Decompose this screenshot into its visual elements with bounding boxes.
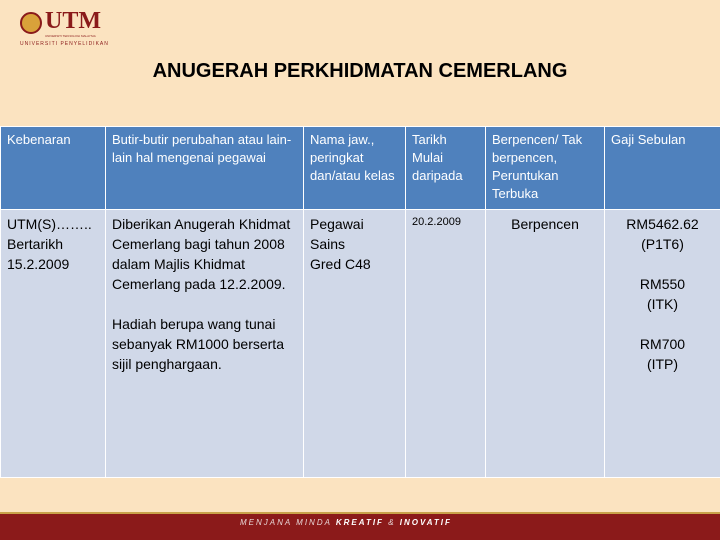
- header-gaji: Gaji Sebulan: [605, 127, 720, 210]
- gaji-line: RM550: [639, 276, 686, 292]
- footer-bar: [0, 512, 720, 540]
- logo-name: UTM: [45, 8, 101, 34]
- footer-slogan: [240, 518, 452, 527]
- kebenaran-line: UTM(S)……..: [7, 216, 92, 232]
- header-berpencen: Berpencen/ Tak berpencen, Peruntukan Terbuka: [486, 127, 605, 210]
- slogan-part: MENJANA MINDA: [240, 518, 332, 527]
- butir-paragraph: Hadiah berupa wang tunai sebanyak RM1000 berserta sijil penghargaan.: [112, 316, 284, 372]
- cell-butir: [106, 210, 304, 478]
- cell-berpencen: Berpencen: [486, 210, 605, 478]
- header-butir: Butir-butir perubahan atau lain-lain hal mengenai pegawai: [106, 127, 304, 210]
- logo-subtitle: UNIVERSITI PENYELIDIKAN: [20, 41, 109, 47]
- gaji-line: RM700: [639, 336, 686, 352]
- kebenaran-line: 15.2.2009: [7, 256, 70, 272]
- butir-paragraph: Diberikan Anugerah Khidmat Cemerlang bagi tahun 2008 dalam Majlis Khidmat Cemerlang pada 12.2.2009.: [112, 216, 291, 292]
- table-row: [1, 210, 720, 478]
- cell-kebenaran: [1, 210, 106, 478]
- gaji-line: (P1T6): [641, 236, 684, 252]
- header-nama: Nama jaw., peringkat dan/atau kelas: [304, 127, 406, 210]
- nama-line: Pegawai: [310, 216, 364, 232]
- utm-crest-icon: [20, 12, 42, 34]
- logo-tagline: UNIVERSITI TEKNOLOGI MALAYSIA: [45, 34, 96, 38]
- header-tarikh: Tarikh Mulai daripada: [406, 127, 486, 210]
- gaji-line: (ITP): [646, 356, 679, 372]
- slide-title: ANUGERAH PERKHIDMATAN CEMERLANG: [152, 60, 568, 82]
- cell-tarikh: 20.2.2009: [406, 210, 486, 478]
- slogan-part: &: [388, 518, 396, 527]
- cell-nama: [304, 210, 406, 478]
- utm-logo: [20, 10, 120, 50]
- cell-gaji: [605, 210, 720, 478]
- header-kebenaran: Kebenaran: [1, 127, 106, 210]
- nama-line: Gred C48: [310, 256, 371, 272]
- table-header-row: [1, 127, 720, 210]
- footer-divider: [0, 512, 720, 514]
- gaji-line: (ITK): [646, 296, 679, 312]
- slogan-part: KREATIF: [335, 518, 384, 527]
- nama-line: Sains: [310, 236, 346, 252]
- slogan-part: INOVATIF: [399, 518, 452, 527]
- kebenaran-line: Bertarikh: [7, 236, 64, 252]
- gaji-line: RM5462.62: [626, 216, 699, 232]
- award-table: [0, 126, 720, 478]
